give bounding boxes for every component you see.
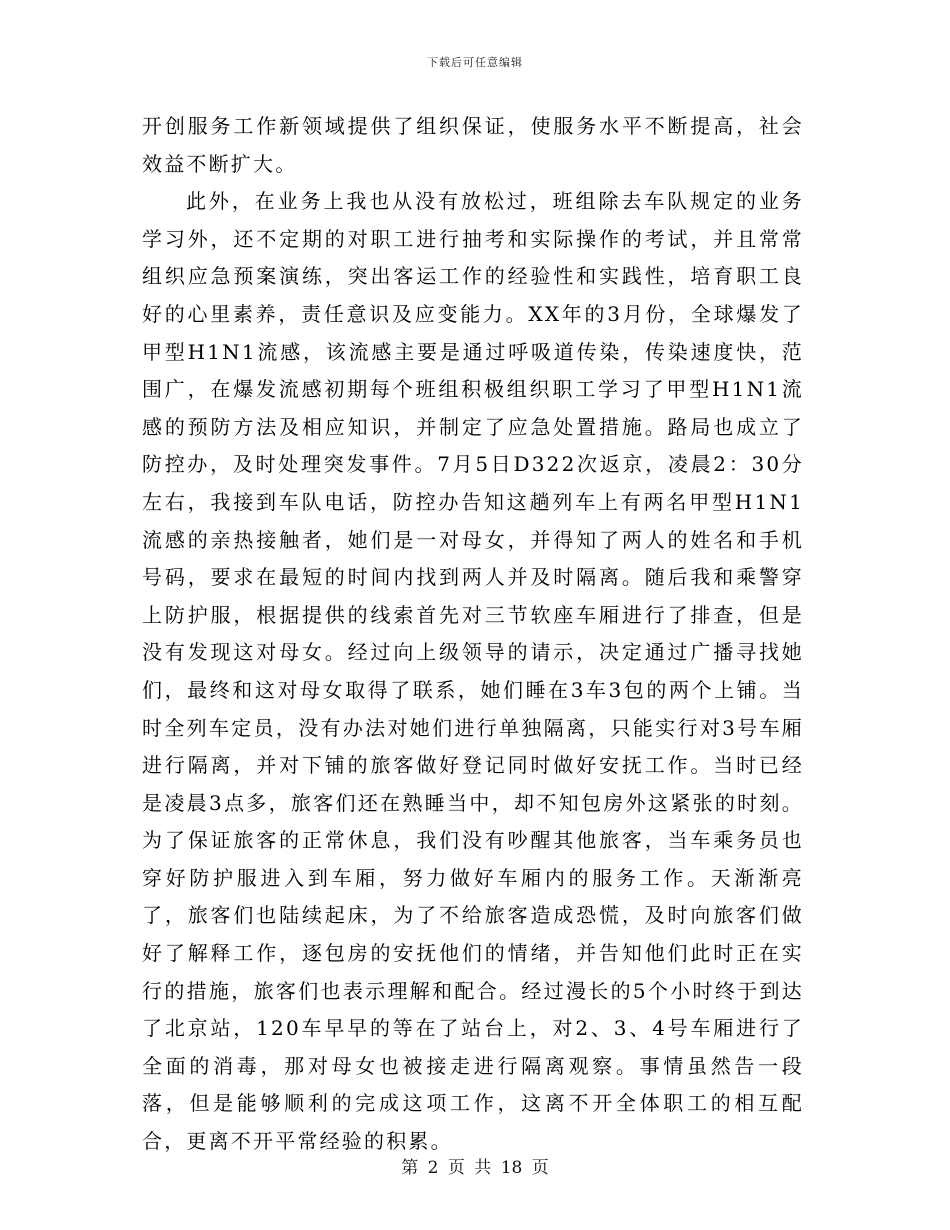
- page-number: 第 2 页 共 18 页: [401, 1158, 549, 1178]
- paragraph-main: 此外，在业务上我也从没有放松过，班组除去车队规定的业务学习外，还不定期的对职工进行抽考和实际操作的考试，并且常常组织应急预案演练，突出客运工作的经验性和实践性，培育职工良好的心里素养，责任意识及应变能力。XX年的3月份，全球爆发了甲型H1N1流感，该流感主要是通过呼吸道传染，传染速度快，范围广，在爆发流感初期每个班组积极组织职工学习了甲型H1N1流感的预防方法及相应知识，并制定了应急处置措施。路局也成立了防控办，及时处理突发事件。7月5日D322次返京，凌晨2：30分左右，我接到车队电话，防控办告知这趟列车上有两名甲型H1N1流感的亲热接触者，她们是一对母女，并得知了两人的姓名和手机号码，要求在最短的时间内找到两人并及时隔离。随后我和乘警穿上防护服，根据提供的线索首先对三节软座车厢进行了排查，但是没有发现这对母女。经过向上级领导的请示，决定通过广播寻找她们，最终和这对母女取得了联系，她们睡在3车3包的两个上铺。当时全列车定员，没有办法对她们进行单独隔离，只能实行对3号车厢进行隔离，并对下铺的旅客做好登记同时做好安抚工作。当时已经是凌晨3点多，旅客们还在熟睡当中，却不知包房外这紧张的时刻。为了保证旅客的正常休息，我们没有吵醒其他旅客，当车乘务员也穿好防护服进入到车厢，努力做好车厢内的服务工作。天渐渐亮了，旅客们也陆续起床，为了不给旅客造成恐慌，及时向旅客们做好了解释工作，逐包房的安抚他们的情绪，并告知他们此时正在实行的措施，旅客们也表示理解和配合。经过漫长的5个小时终于到达了北京站，120车早早的等在了站台上，对2、3、4号车厢进行了全面的消毒，那对母女也被接走进行隔离观察。事情虽然告一段落，但是能够顺利的完成这项工作，这离不开全体职工的相互配合，更离不开平常经验的积累。: [142, 189, 804, 1154]
- document-body: [142, 108, 804, 1161]
- page-header: 下载后可任意编辑: [427, 56, 523, 69]
- paragraph-continuation: 开创服务工作新领域提供了组织保证，使服务水平不断提高，社会效益不断扩大。: [142, 114, 804, 176]
